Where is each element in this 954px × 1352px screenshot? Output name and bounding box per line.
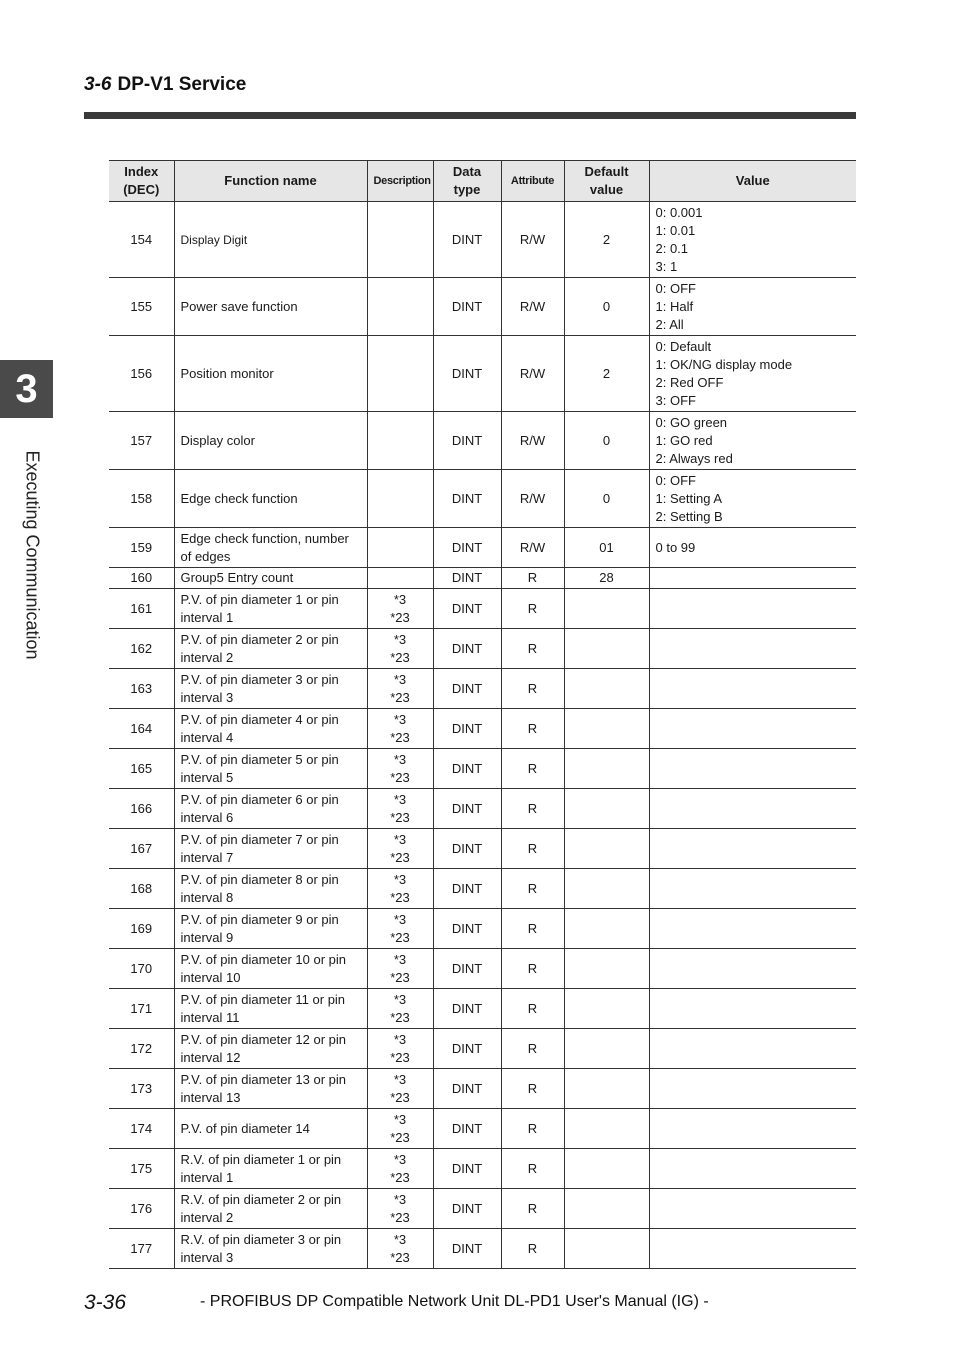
table-row (109, 869, 856, 909)
cell-index: 164 (109, 709, 174, 749)
cell-value (649, 749, 856, 789)
table-row (109, 1029, 856, 1069)
chapter-tab: 3 (0, 360, 53, 418)
table-header-row (109, 161, 856, 202)
col-header-description: Description (367, 161, 433, 202)
page-number: 3-36 (84, 1291, 127, 1314)
cell-data-type: DINT (433, 789, 501, 829)
cell-data-type: DINT (433, 278, 501, 336)
cell-description: *3 *23 (367, 949, 433, 989)
manual-title: - PROFIBUS DP Compatible Network Unit DL-PD1 User's Manual (IG) - (200, 1293, 709, 1310)
cell-index: 163 (109, 669, 174, 709)
title-rule (84, 112, 856, 119)
cell-function-name: P.V. of pin diameter 11 or pin interval 11 (174, 989, 367, 1029)
cell-value (649, 829, 856, 869)
cell-function-name: P.V. of pin diameter 14 (174, 1109, 367, 1149)
cell-description: *3 *23 (367, 829, 433, 869)
cell-attribute: R (501, 1189, 564, 1229)
cell-data-type: DINT (433, 629, 501, 669)
cell-function-name: P.V. of pin diameter 6 or pin interval 6 (174, 789, 367, 829)
cell-data-type: DINT (433, 470, 501, 528)
table-row (109, 336, 856, 412)
cell-default-value: 28 (564, 568, 649, 589)
cell-value (649, 869, 856, 909)
cell-attribute: R (501, 709, 564, 749)
table-row (109, 709, 856, 749)
table-row (109, 1229, 856, 1269)
cell-data-type: DINT (433, 1069, 501, 1109)
cell-default-value (564, 869, 649, 909)
cell-function-name: P.V. of pin diameter 4 or pin interval 4 (174, 709, 367, 749)
cell-index: 169 (109, 909, 174, 949)
cell-value (649, 1149, 856, 1189)
table-row (109, 989, 856, 1029)
cell-attribute: R (501, 829, 564, 869)
cell-default-value (564, 949, 649, 989)
cell-default-value (564, 1109, 649, 1149)
cell-index: 168 (109, 869, 174, 909)
cell-attribute: R (501, 1029, 564, 1069)
cell-data-type: DINT (433, 989, 501, 1029)
cell-index: 174 (109, 1109, 174, 1149)
table-row (109, 412, 856, 470)
section-title (84, 74, 246, 96)
cell-data-type: DINT (433, 829, 501, 869)
cell-default-value: 01 (564, 528, 649, 568)
cell-function-name: Display color (174, 412, 367, 470)
cell-index: 158 (109, 470, 174, 528)
cell-default-value (564, 629, 649, 669)
cell-function-name: Display Digit (174, 202, 367, 278)
col-header-value: Value (649, 161, 856, 202)
cell-value: 0: OFF 1: Half 2: All (649, 278, 856, 336)
cell-data-type: DINT (433, 202, 501, 278)
cell-description: *3 *23 (367, 909, 433, 949)
cell-data-type: DINT (433, 749, 501, 789)
cell-description: *3 *23 (367, 989, 433, 1029)
cell-attribute: R (501, 909, 564, 949)
cell-index: 162 (109, 629, 174, 669)
cell-default-value: 0 (564, 278, 649, 336)
cell-value (649, 909, 856, 949)
cell-attribute: R/W (501, 278, 564, 336)
cell-default-value (564, 1069, 649, 1109)
cell-data-type: DINT (433, 412, 501, 470)
cell-index: 165 (109, 749, 174, 789)
cell-function-name: Edge check function, number of edges (174, 528, 367, 568)
cell-value: 0 to 99 (649, 528, 856, 568)
cell-value (649, 949, 856, 989)
col-header-default-value: Default value (564, 161, 649, 202)
cell-default-value (564, 789, 649, 829)
cell-description: *3 *23 (367, 1109, 433, 1149)
cell-data-type: DINT (433, 568, 501, 589)
table-row (109, 202, 856, 278)
cell-data-type: DINT (433, 1189, 501, 1229)
cell-default-value (564, 989, 649, 1029)
table-row (109, 278, 856, 336)
cell-value: 0: Default 1: OK/NG display mode 2: Red OFF 3: OFF (649, 336, 856, 412)
table-row (109, 789, 856, 829)
cell-attribute: R (501, 869, 564, 909)
cell-index: 170 (109, 949, 174, 989)
cell-attribute: R/W (501, 336, 564, 412)
cell-description: *3 *23 (367, 669, 433, 709)
cell-data-type: DINT (433, 949, 501, 989)
table-row (109, 470, 856, 528)
cell-function-name: P.V. of pin diameter 9 or pin interval 9 (174, 909, 367, 949)
section-number: 3-6 (84, 74, 112, 95)
cell-data-type: DINT (433, 709, 501, 749)
table-row (109, 1149, 856, 1189)
cell-description: *3 *23 (367, 589, 433, 629)
cell-attribute: R (501, 669, 564, 709)
cell-data-type: DINT (433, 909, 501, 949)
cell-function-name: Position monitor (174, 336, 367, 412)
cell-description: *3 *23 (367, 1189, 433, 1229)
cell-function-name: P.V. of pin diameter 13 or pin interval 13 (174, 1069, 367, 1109)
cell-value (649, 989, 856, 1029)
cell-description (367, 528, 433, 568)
cell-description (367, 202, 433, 278)
parameter-table (109, 160, 856, 1269)
cell-function-name: P.V. of pin diameter 1 or pin interval 1 (174, 589, 367, 629)
cell-index: 156 (109, 336, 174, 412)
cell-default-value (564, 709, 649, 749)
cell-data-type: DINT (433, 669, 501, 709)
cell-attribute: R/W (501, 528, 564, 568)
cell-description: *3 *23 (367, 789, 433, 829)
cell-description: *3 *23 (367, 749, 433, 789)
cell-data-type: DINT (433, 1109, 501, 1149)
section-heading: DP-V1 Service (117, 74, 247, 95)
cell-function-name: P.V. of pin diameter 12 or pin interval 12 (174, 1029, 367, 1069)
col-header-attribute: Attribute (501, 161, 564, 202)
cell-attribute: R (501, 629, 564, 669)
cell-attribute: R/W (501, 470, 564, 528)
col-header-index: Index (DEC) (109, 161, 174, 202)
cell-default-value (564, 1189, 649, 1229)
cell-attribute: R (501, 789, 564, 829)
cell-data-type: DINT (433, 869, 501, 909)
cell-index: 166 (109, 789, 174, 829)
col-header-function-name: Function name (174, 161, 367, 202)
table-row (109, 1109, 856, 1149)
cell-value: 0: 0.001 1: 0.01 2: 0.1 3: 1 (649, 202, 856, 278)
cell-index: 157 (109, 412, 174, 470)
cell-index: 155 (109, 278, 174, 336)
cell-default-value: 2 (564, 202, 649, 278)
cell-index: 154 (109, 202, 174, 278)
cell-default-value (564, 589, 649, 629)
cell-data-type: DINT (433, 1229, 501, 1269)
table-row (109, 829, 856, 869)
cell-data-type: DINT (433, 528, 501, 568)
cell-index: 176 (109, 1189, 174, 1229)
cell-value (649, 1029, 856, 1069)
cell-function-name: P.V. of pin diameter 7 or pin interval 7 (174, 829, 367, 869)
cell-value (649, 1109, 856, 1149)
cell-attribute: R (501, 1149, 564, 1189)
cell-default-value (564, 669, 649, 709)
cell-function-name: R.V. of pin diameter 2 or pin interval 2 (174, 1189, 367, 1229)
cell-description (367, 278, 433, 336)
table-row (109, 589, 856, 629)
cell-description: *3 *23 (367, 869, 433, 909)
cell-value (649, 629, 856, 669)
cell-index: 167 (109, 829, 174, 869)
cell-description (367, 568, 433, 589)
cell-function-name: P.V. of pin diameter 10 or pin interval 10 (174, 949, 367, 989)
cell-value: 0: OFF 1: Setting A 2: Setting B (649, 470, 856, 528)
table-row (109, 909, 856, 949)
cell-default-value (564, 829, 649, 869)
cell-value (649, 1069, 856, 1109)
cell-function-name: Power save function (174, 278, 367, 336)
cell-default-value: 0 (564, 470, 649, 528)
cell-index: 173 (109, 1069, 174, 1109)
cell-function-name: P.V. of pin diameter 5 or pin interval 5 (174, 749, 367, 789)
table-row (109, 1069, 856, 1109)
col-header-data-type: Data type (433, 161, 501, 202)
cell-value (649, 669, 856, 709)
cell-data-type: DINT (433, 336, 501, 412)
table-row (109, 669, 856, 709)
cell-data-type: DINT (433, 1149, 501, 1189)
cell-value: 0: GO green 1: GO red 2: Always red (649, 412, 856, 470)
cell-attribute: R (501, 1229, 564, 1269)
cell-default-value (564, 749, 649, 789)
cell-description: *3 *23 (367, 1149, 433, 1189)
cell-default-value: 2 (564, 336, 649, 412)
table-body (109, 202, 856, 1269)
cell-function-name: Group5 Entry count (174, 568, 367, 589)
cell-index: 172 (109, 1029, 174, 1069)
cell-value (649, 589, 856, 629)
cell-attribute: R/W (501, 202, 564, 278)
cell-index: 171 (109, 989, 174, 1029)
cell-default-value (564, 1229, 649, 1269)
cell-value (649, 1189, 856, 1229)
table-row (109, 749, 856, 789)
table-row (109, 528, 856, 568)
table-row (109, 568, 856, 589)
cell-data-type: DINT (433, 589, 501, 629)
chapter-label: Executing Communication (22, 450, 43, 660)
cell-index: 160 (109, 568, 174, 589)
cell-default-value (564, 1029, 649, 1069)
table-row (109, 629, 856, 669)
cell-function-name: Edge check function (174, 470, 367, 528)
cell-function-name: P.V. of pin diameter 8 or pin interval 8 (174, 869, 367, 909)
cell-attribute: R (501, 1109, 564, 1149)
cell-attribute: R (501, 1069, 564, 1109)
cell-description: *3 *23 (367, 1069, 433, 1109)
cell-value (649, 709, 856, 749)
cell-description: *3 *23 (367, 1229, 433, 1269)
cell-description (367, 470, 433, 528)
cell-attribute: R (501, 989, 564, 1029)
cell-default-value (564, 1149, 649, 1189)
cell-description: *3 *23 (367, 1029, 433, 1069)
cell-attribute: R (501, 589, 564, 629)
cell-function-name: R.V. of pin diameter 3 or pin interval 3 (174, 1229, 367, 1269)
cell-default-value: 0 (564, 412, 649, 470)
cell-attribute: R (501, 568, 564, 589)
cell-description: *3 *23 (367, 709, 433, 749)
table-row (109, 1189, 856, 1229)
cell-value (649, 1229, 856, 1269)
cell-value (649, 568, 856, 589)
cell-description (367, 336, 433, 412)
cell-index: 161 (109, 589, 174, 629)
cell-default-value (564, 909, 649, 949)
cell-attribute: R (501, 949, 564, 989)
cell-data-type: DINT (433, 1029, 501, 1069)
cell-index: 175 (109, 1149, 174, 1189)
cell-function-name: P.V. of pin diameter 3 or pin interval 3 (174, 669, 367, 709)
cell-function-name: P.V. of pin diameter 2 or pin interval 2 (174, 629, 367, 669)
cell-value (649, 789, 856, 829)
cell-attribute: R/W (501, 412, 564, 470)
cell-description (367, 412, 433, 470)
cell-function-name: R.V. of pin diameter 1 or pin interval 1 (174, 1149, 367, 1189)
cell-index: 159 (109, 528, 174, 568)
table-row (109, 949, 856, 989)
cell-index: 177 (109, 1229, 174, 1269)
cell-attribute: R (501, 749, 564, 789)
cell-description: *3 *23 (367, 629, 433, 669)
